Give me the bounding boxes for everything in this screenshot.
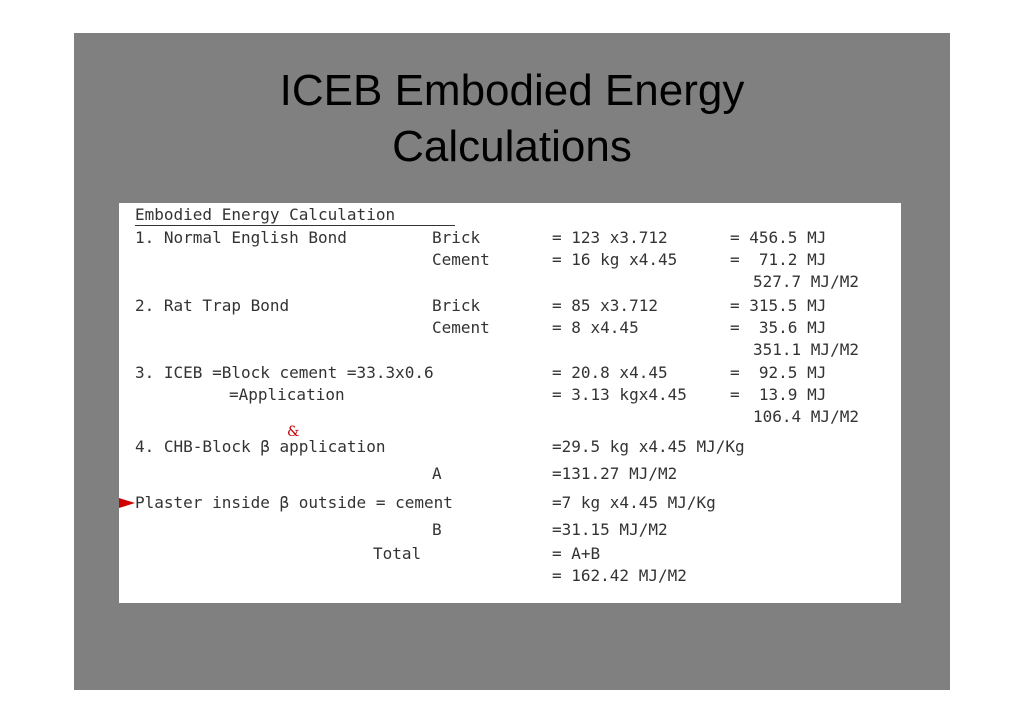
item2-brick-expr: = 85 x3.712 <box>552 296 658 315</box>
item3-application-expr: = 3.13 kgx4.45 <box>552 385 687 404</box>
ampersand-annotation: & <box>287 424 300 440</box>
item3-total: 106.4 MJ/M2 <box>753 407 859 426</box>
slide-title <box>74 63 950 175</box>
plaster-expr: =7 kg x4.45 MJ/Kg <box>552 493 716 512</box>
item1-cement-label: Cement <box>432 250 490 269</box>
item1-cement-expr: = 16 kg x4.45 <box>552 250 678 269</box>
item2-cement-label: Cement <box>432 318 490 337</box>
plaster-label: Plaster inside β outside = cement <box>135 493 453 512</box>
calculation-panel <box>119 203 901 603</box>
total-label: Total <box>373 544 422 563</box>
item2-label: 2. Rat Trap Bond <box>135 296 290 315</box>
item2-cement-expr: = 8 x4.45 <box>552 318 639 337</box>
item2-cement-result: = 35.6 MJ <box>730 318 827 337</box>
item1-brick-label: Brick <box>432 228 481 247</box>
total-expr: = A+B <box>552 544 601 563</box>
item2-brick-result: = 315.5 MJ <box>730 296 827 315</box>
title-line-1: ICEB Embodied Energy <box>279 66 745 115</box>
item4-a-value: =131.27 MJ/M2 <box>552 464 678 483</box>
item4-expr: =29.5 kg x4.45 MJ/Kg <box>552 437 745 456</box>
b-label: B <box>432 520 442 539</box>
item3-application-result: = 13.9 MJ <box>730 385 827 404</box>
b-value: =31.15 MJ/M2 <box>552 520 668 539</box>
item1-total: 527.7 MJ/M2 <box>753 272 859 291</box>
item2-brick-label: Brick <box>432 296 481 315</box>
slide <box>74 33 950 690</box>
item1-label: 1. Normal English Bond <box>135 228 347 247</box>
item1-cement-result: = 71.2 MJ <box>730 250 827 269</box>
item4-label: 4. CHB-Block β application <box>135 437 386 456</box>
calc-heading: Embodied Energy Calculation <box>135 205 396 224</box>
item3-application-label: =Application <box>229 385 345 404</box>
item3-label: 3. ICEB =Block cement =33.3x0.6 <box>135 363 434 382</box>
item3-block-result: = 92.5 MJ <box>730 363 827 382</box>
item4-a-label: A <box>432 464 442 483</box>
item1-brick-expr: = 123 x3.712 <box>552 228 668 247</box>
item1-brick-result: = 456.5 MJ <box>730 228 827 247</box>
title-line-2: Calculations <box>392 122 632 171</box>
heading-underline <box>135 225 455 226</box>
total-value: = 162.42 MJ/M2 <box>552 566 687 585</box>
red-arrow-marker-icon <box>119 498 135 508</box>
item3-block-expr: = 20.8 x4.45 <box>552 363 668 382</box>
item2-total: 351.1 MJ/M2 <box>753 340 859 359</box>
